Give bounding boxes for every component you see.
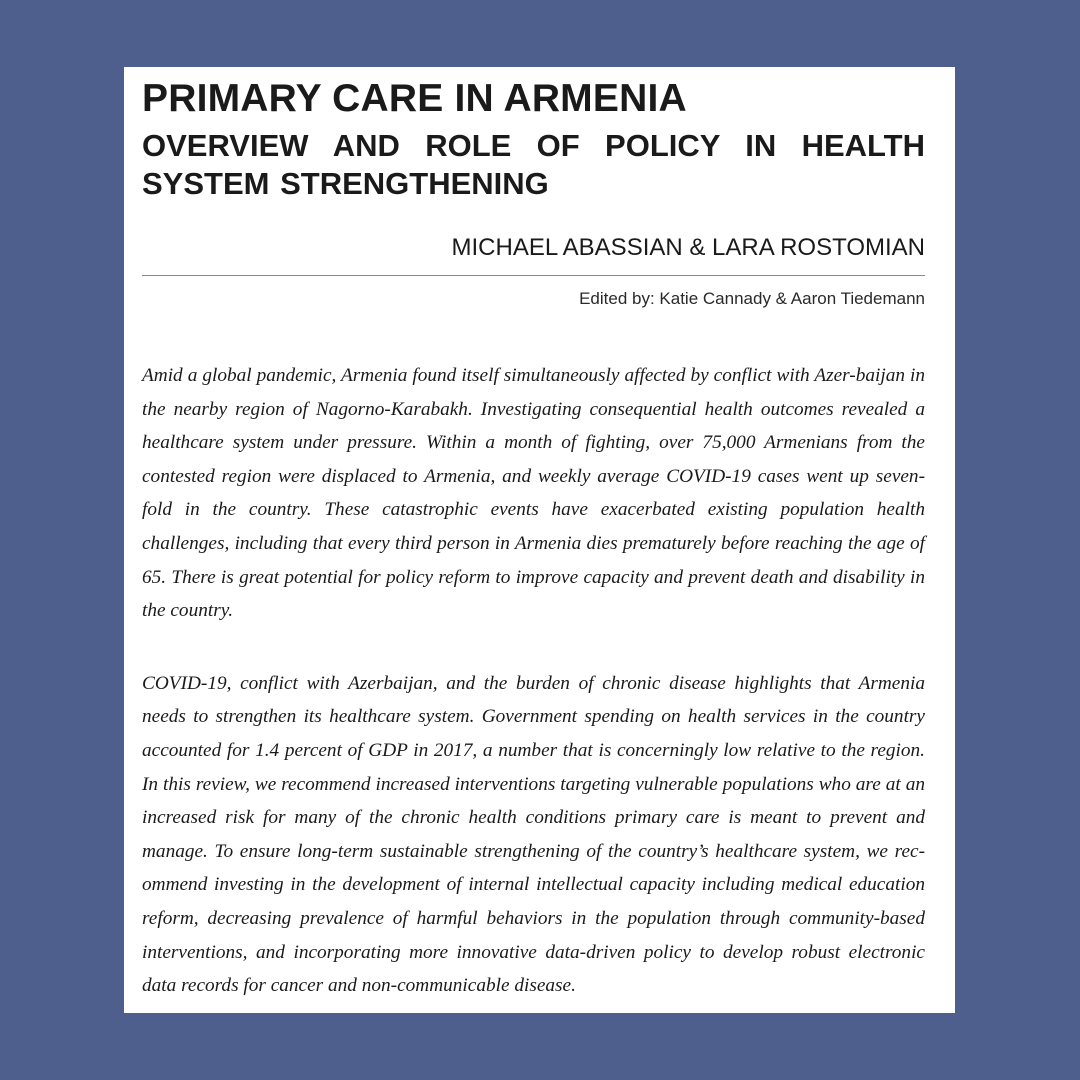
divider-rule [142, 275, 925, 276]
document-title: PRIMARY CARE IN ARMENIA [142, 77, 687, 120]
authors-line: MICHAEL ABASSIAN & LARA ROSTOMIAN [451, 234, 925, 261]
document-page [124, 67, 955, 1013]
abstract-paragraph-1: Amid a global pandemic, Armenia found itself simultaneously affected by conflict with Azer-baijan in the nearby region of Nagorno-Karabakh. Investigating consequential health outcomes revealed a healthcare system under pressure. Within a month of fighting, over 75,000 Armenians from the contested region were displaced to Armenia, and weekly average COVID-19 cases went up seven-fold in the country. These catastrophic events have exacerbated existing population health challenges, including that every third person in Armenia dies prematurely before reaching the age of 65. There is great potential for policy reform to improve capacity and prevent death and disability in the country. [142, 365, 925, 622]
abstract-paragraph-2: COVID-19, conflict with Azerbaijan, and the burden of chronic disease highlights that Armenia needs to strengthen its healthcare system. Government spending on health services in the country accounted for 1.4 percent of GDP in 2017, a number that is concerningly low relative to the region. In this review, we recommend increased interventions targeting vulnerable populations who are at an increased risk for many of the chronic health conditions primary care is meant to prevent and manage. To ensure long-term sustainable strengthening of the country’s healthcare system, we rec-ommend investing in the development of internal intellectual capacity including medical education reform, decreasing prevalence of harmful behaviors in the population through community-based interventions, and incorporating more innovative data-driven policy to develop robust electronic data records for cancer and non-communicable disease. [142, 672, 925, 997]
document-subtitle: OVERVIEW AND ROLE OF POLICY IN HEALTH SYSTEM STRENGTHENING [142, 128, 925, 201]
editors-line: Edited by: Katie Cannady & Aaron Tiedemann [579, 289, 925, 308]
